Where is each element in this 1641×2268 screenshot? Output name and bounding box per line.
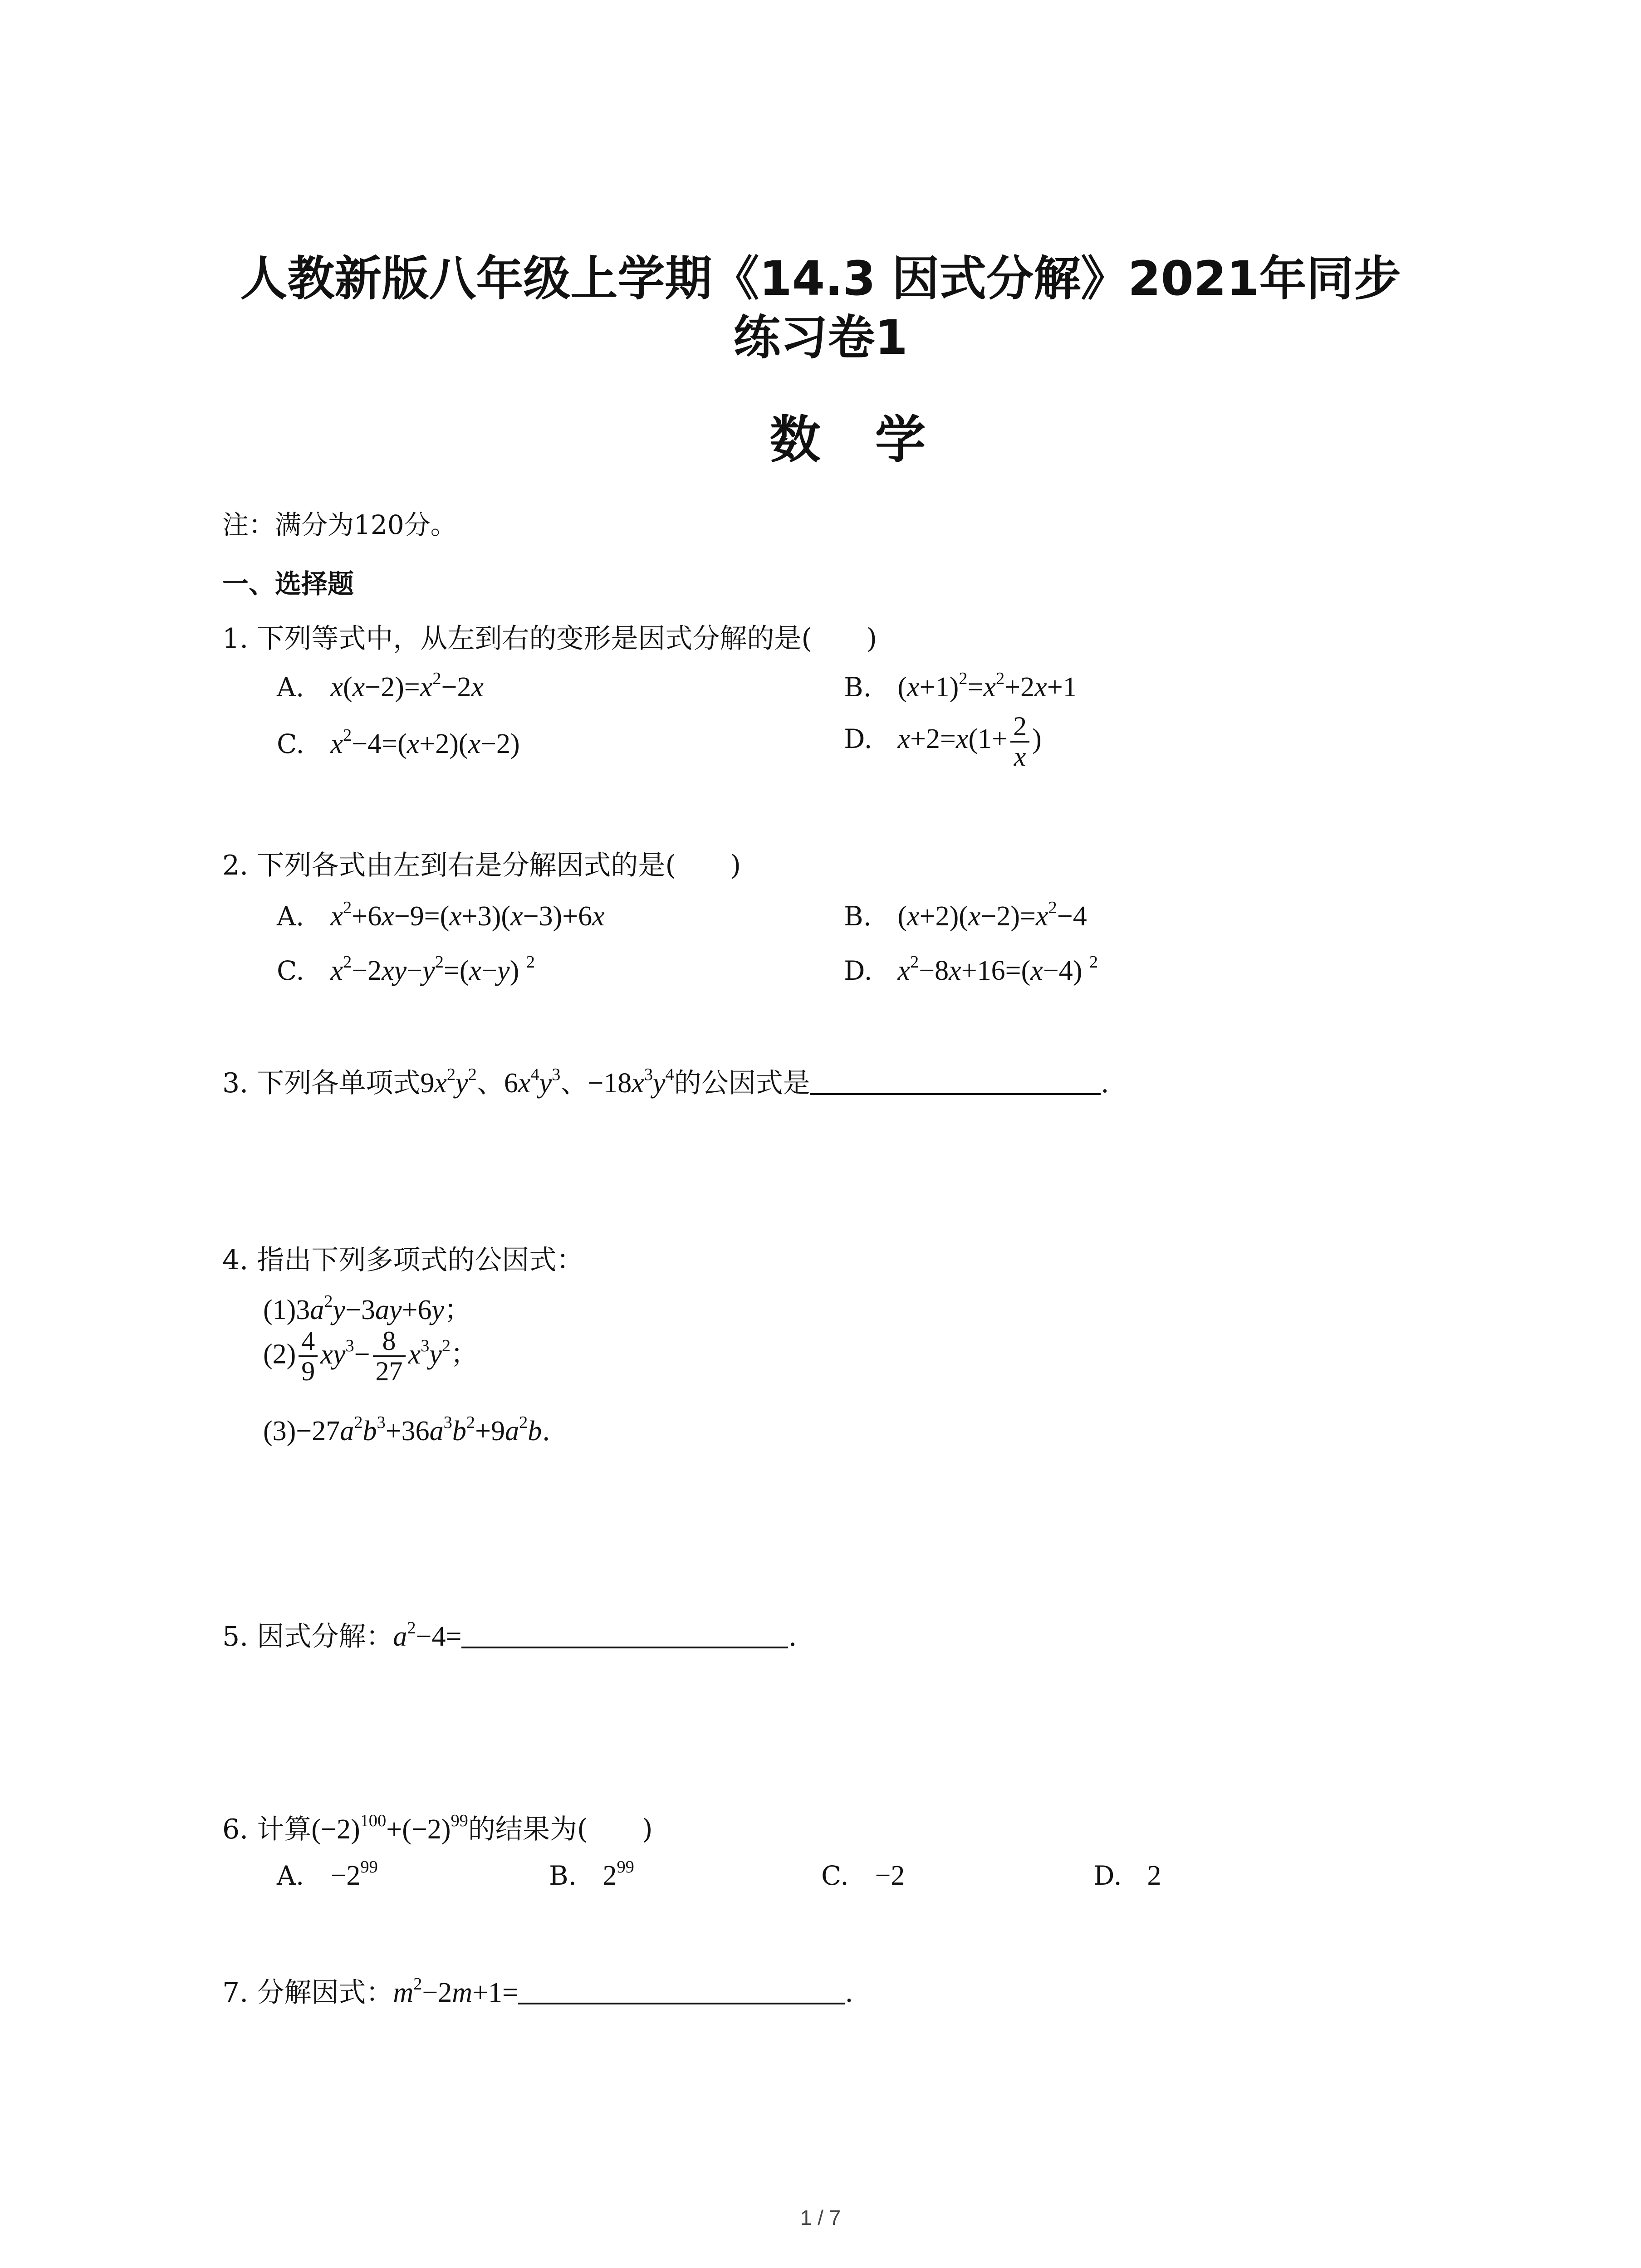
option-math: $2^{99}$: [603, 1857, 634, 1891]
question-stem-suffix: 的公因式是: [674, 1067, 810, 1099]
semicolon: ；: [451, 1338, 478, 1370]
option-math: $x^2+6x-9=(x+3)(x-3)+6x$: [330, 898, 605, 932]
question-number: 6.: [222, 1813, 249, 1845]
math-expression: $(-2)^{100}+(-2)^{99}$: [311, 1811, 468, 1845]
part-math: $-27a^2b^3+36a^3b^2+9a^2b$: [296, 1413, 542, 1447]
question-number: 3.: [222, 1067, 249, 1099]
separator: 、: [476, 1067, 504, 1099]
question-5: [222, 1615, 797, 1654]
math-term: $-18x^3y^4$: [588, 1065, 674, 1099]
option-math: x+2=x(1+ $\frac{2}{x}$ ): [897, 711, 1042, 772]
q6-option-a[interactable]: [277, 1857, 378, 1892]
option-label: C.: [277, 728, 304, 759]
math-expression: $a^2-4=$: [393, 1618, 462, 1652]
question-4: [222, 1238, 583, 1277]
option-label: D.: [844, 723, 872, 755]
separator: 、: [560, 1067, 588, 1099]
q4-part-2: [263, 1327, 478, 1386]
question-stem: 指出下列多项式的公因式：: [257, 1244, 584, 1276]
option-math: $x^2-8x+16=(x-4)$ $^2$: [897, 953, 1098, 986]
question-number: 2.: [222, 850, 249, 881]
question-stem-prefix: 下列各单项式: [257, 1067, 421, 1099]
option-math: $x^2-4=(x+2)(x-2)$: [330, 726, 520, 759]
question-number: 5.: [222, 1621, 249, 1652]
part-label: (2): [263, 1339, 296, 1370]
answer-blank[interactable]: [461, 1621, 788, 1648]
option-math: $x^2-2xy-y^2=(x-y)$ $^2$: [330, 953, 535, 986]
q1-option-d[interactable]: [844, 712, 1042, 771]
q2-option-a[interactable]: [277, 900, 605, 933]
fraction: $\frac{2}{x}$: [1010, 712, 1029, 771]
option-math: 2: [1147, 1860, 1161, 1891]
fraction: $\frac{8}{27}$: [373, 1327, 406, 1386]
option-label: D.: [844, 955, 872, 986]
q2-option-d[interactable]: [844, 955, 1098, 987]
question-stem-prefix: 计算: [257, 1813, 312, 1845]
question-stem: 分解因式：: [257, 1977, 393, 2009]
period: .: [1100, 1067, 1109, 1099]
period: .: [542, 1415, 551, 1447]
q1-option-c[interactable]: [277, 728, 520, 760]
option-label: A.: [277, 672, 304, 703]
answer-blank[interactable]: [810, 1068, 1101, 1095]
score-note: 注：满分为120分。: [222, 509, 457, 540]
math-term: $9x^2y^2$: [420, 1065, 477, 1099]
option-label: A.: [277, 901, 304, 932]
option-math: $(x+2)(x-2)=x^2-4$: [897, 898, 1087, 932]
option-label: B.: [844, 901, 872, 932]
q6-option-c[interactable]: [821, 1860, 905, 1892]
question-3: [222, 1061, 1109, 1100]
q4-part-1: [263, 1288, 471, 1327]
question-stem-suffix: 的结果为( ): [468, 1813, 653, 1845]
part-label: (3): [263, 1416, 296, 1447]
question-stem: 下列各式由左到右是分解因式的是( ): [257, 850, 741, 881]
question-6: [222, 1808, 653, 1847]
section-heading-multiple-choice: 一、选择题: [222, 568, 354, 599]
page-number: 1 / 7: [800, 2206, 841, 2229]
question-1: [222, 617, 877, 656]
option-math: $-2^{99}$: [330, 1857, 378, 1891]
option-math: $x(x-2)=x^2-2x$: [330, 669, 484, 703]
option-label: C.: [277, 955, 304, 986]
math-term: $6x^4y^3$: [504, 1065, 561, 1099]
q6-option-d[interactable]: [1093, 1860, 1161, 1892]
question-2: [222, 844, 741, 883]
period: .: [788, 1621, 797, 1652]
q2-option-c[interactable]: [277, 955, 535, 987]
part-math: $x^3y^2$: [408, 1336, 451, 1370]
question-number: 1.: [222, 623, 249, 655]
question-7: [222, 1971, 853, 2010]
option-math: −2: [875, 1860, 905, 1891]
q6-option-b[interactable]: [549, 1857, 634, 1892]
document-title-line2: 练习卷1: [733, 310, 908, 365]
q4-part-3: [263, 1415, 550, 1447]
option-label: A.: [277, 1860, 304, 1891]
question-number: 7.: [222, 1977, 249, 2009]
document-title-line1: 人教新版八年级上学期《14.3 因式分解》2021年同步: [240, 251, 1401, 306]
option-label: D.: [1093, 1860, 1122, 1891]
period: .: [845, 1977, 854, 2009]
q1-option-a[interactable]: [277, 671, 484, 704]
part-math: $3a^2y-3ay+6y$: [296, 1292, 445, 1325]
part-label: (1): [263, 1295, 296, 1325]
part-math: $xy^3-$: [320, 1336, 370, 1370]
q1-option-b[interactable]: [844, 671, 1077, 704]
question-stem: 因式分解：: [257, 1621, 393, 1652]
subject-title: 数学: [769, 411, 980, 469]
fraction: $\frac{4}{9}$: [299, 1327, 318, 1386]
option-label: B.: [549, 1860, 577, 1891]
option-label: C.: [821, 1860, 849, 1891]
question-number: 4.: [222, 1244, 249, 1276]
math-expression: $m^2-2m+1=$: [393, 1975, 519, 2008]
option-math: $(x+1)^2=x^2+2x+1$: [897, 669, 1077, 703]
answer-blank[interactable]: [518, 1977, 845, 2004]
option-label: B.: [844, 672, 872, 703]
question-stem: 下列等式中，从左到右的变形是因式分解的是( ): [257, 623, 877, 655]
q2-option-b[interactable]: [844, 900, 1087, 933]
semicolon: ；: [444, 1294, 472, 1326]
